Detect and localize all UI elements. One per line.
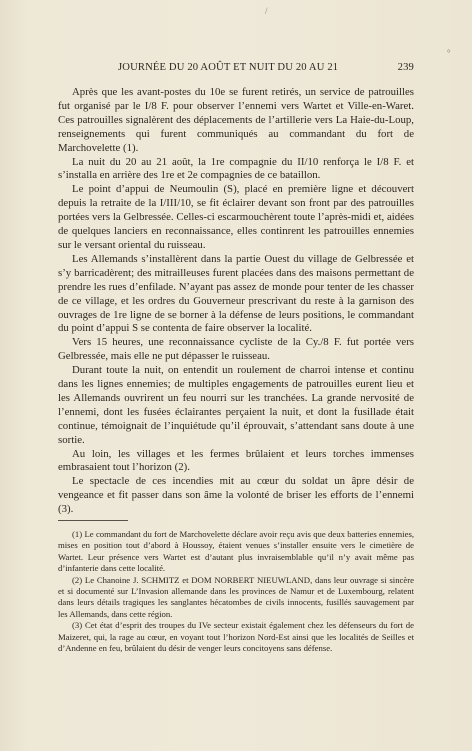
stray-mark-right: °: [447, 48, 451, 58]
paragraph-2: La nuit du 20 au 21 août, la 1re compagnie du II/10 renforça le I/8 F. et s’installa en arrière des 1re et 2e compagnies de ce bataillon.: [58, 155, 414, 182]
footnote-2: (2) Le Chanoine J. SCHMITZ et DOM NORBERT NIEUWLAND, dans leur ouvrage si sincère et si documenté sur L’Invasion allemande dans les provinces de Namur et de Luxembourg, relatent dans leurs détails tragiques les sanglantes hécatombes de civils innocents, fusillés sauvagement par les Allemands, dans cette région.: [58, 574, 414, 619]
stray-mark-top: /: [265, 6, 268, 16]
paragraph-4: Les Allemands s’installèrent dans la partie Ouest du village de Gelbressée et s’y barricadèrent; des mitrailleuses furent placées dans des maisons permettant de prendre les rues d’enfilade. N’ayant pas assez de monde pour tenter de les chasser de ce village, et les ordres du Gouverneur prescrivant du reste à la garnison des ouvrages de 1re ligne de se borner à la défense de leurs positions, le commandant du point d’appui S se contenta de faire observer la localité.: [58, 252, 414, 335]
page-number: 239: [397, 62, 414, 73]
footnote-divider: [58, 520, 128, 521]
paragraph-3: Le point d’appui de Neumoulin (S), placé en première ligne et découvert depuis la retraite de la I/III/10, se fit éclairer devant son front par des patrouilles portées vers la Gelbressée. Celles-ci escarmouchèrent toute l’après-midi et, aidées de quelques lanciers en reconnaissance, elles continrent les patrouilles ennemies sur le versant oriental du ruisseau.: [58, 183, 414, 251]
footnotes: [58, 520, 414, 654]
paragraph-7: Au loin, les villages et les fermes brûlaient et leurs torches immenses embrasaient tout l’horizon (2).: [58, 447, 414, 474]
main-text: [58, 86, 414, 517]
paragraph-1: Après que les avant-postes du 10e se furent retirés, un service de patrouilles fut organisé par le I/8 F. pour observer l’ennemi vers Wartet et Ville-en-Waret. Ces patrouilles signalèrent des déplacements de l’artillerie vers La Haie-du-Loup, renseignements qui furent communiqués au commandant du fort de Marchovelette (1).: [58, 86, 414, 154]
footnote-1: (1) Le commandant du fort de Marchovelette déclare avoir reçu avis que deux batteries ennemies, mises en position tout d’abord à Houssoy, étaient venues s’installer ensuite vers le cimetière de Wartet. Leur présence vers Wartet est d’autant plus invraisemblable qu’il n’y avait même pas d’infanterie dans cette localité.: [58, 529, 414, 574]
paragraph-5: Vers 15 heures, une reconnaissance cycliste de la Cy./8 F. fut portée vers Gelbressée, mais elle ne put dépasser le ruisseau.: [58, 336, 414, 363]
footnote-3: (3) Cet état d’esprit des troupes du IVe secteur existait également chez les défenseurs du fort de Maizeret, qui, la rage au cœur, en voyant tout l’horizon Nord-Est ainsi que les localités de Seilles et d’Andenne en feu, brûlaient du désir de venger leurs concitoyens sans défense.: [58, 620, 414, 654]
paragraph-6: Durant toute la nuit, on entendit un roulement de charroi intense et continu dans les lignes ennemies; de multiples engagements de patrouilles eurent lieu et les Allemands ouvrirent un feu nourri sur les tranchées. La grande nervosité de l’ennemi, dont les fusées éclairantes perçaient la nuit, et dont la fusillade était continue, témoignait de l’inquiétude qu’il éprouvait, s’attendant sans doute à une sortie.: [58, 364, 414, 446]
paragraph-8: Le spectacle de ces incendies mit au cœur du soldat un âpre désir de vengeance et fit passer dans son âme la volonté de briser les efforts de l’ennemi (3).: [58, 475, 414, 516]
running-header: [58, 62, 414, 76]
running-title: JOURNÉE DU 20 AOÛT ET NUIT DU 20 AU 21: [118, 62, 339, 73]
